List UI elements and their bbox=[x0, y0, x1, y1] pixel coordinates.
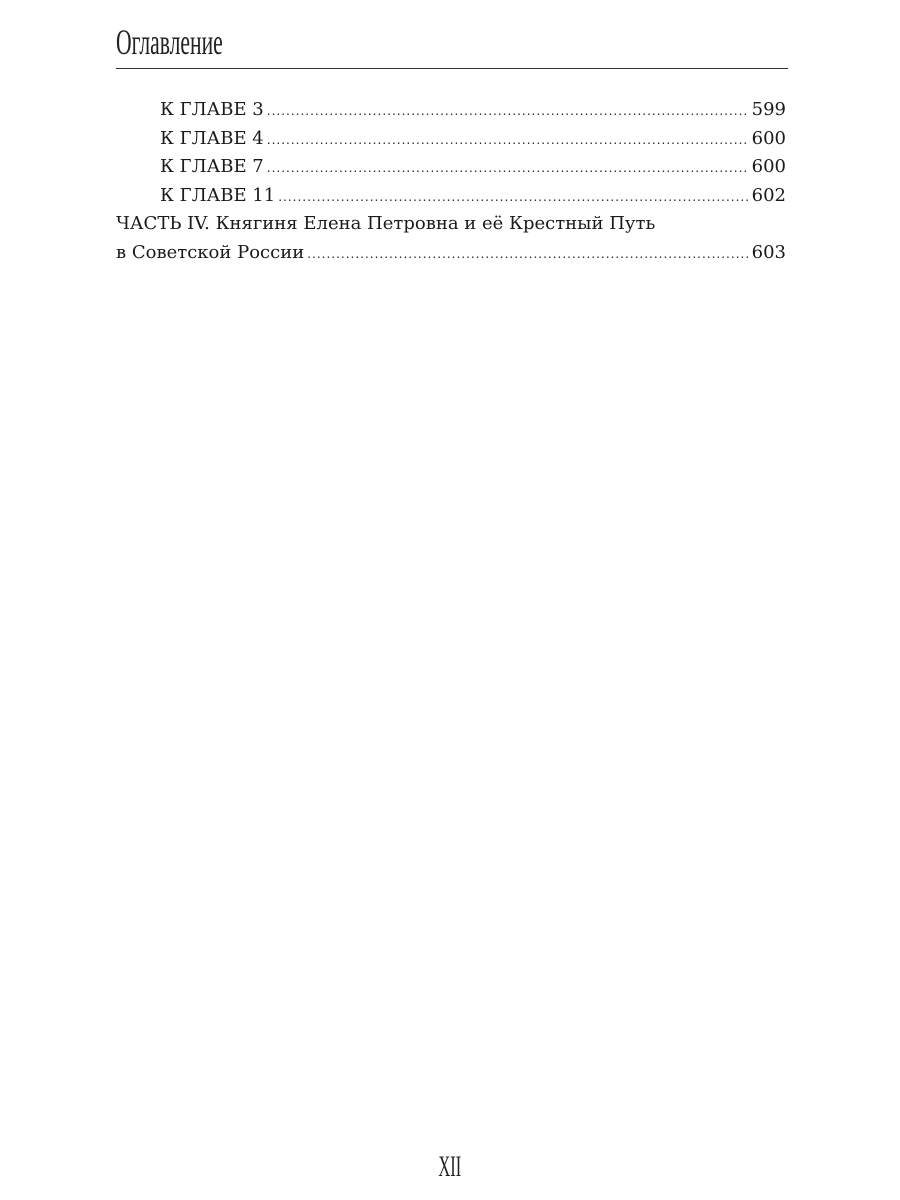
page-number bbox=[0, 1150, 900, 1184]
toc-entry-label: К ГЛАВЕ 7 bbox=[160, 156, 264, 177]
page-header bbox=[116, 18, 788, 69]
toc-entry[interactable] bbox=[116, 182, 786, 211]
dot-leader bbox=[267, 126, 749, 155]
toc-entry-label: К ГЛАВЕ 3 bbox=[160, 99, 264, 120]
page-number-text: XII bbox=[438, 1150, 462, 1183]
toc-part-entry[interactable] bbox=[116, 210, 786, 267]
table-of-contents bbox=[116, 96, 786, 267]
dot-leader bbox=[267, 97, 749, 126]
toc-part-page: 603 bbox=[751, 241, 786, 263]
dot-leader bbox=[307, 240, 748, 269]
toc-entry-page: 599 bbox=[751, 99, 786, 120]
toc-entry[interactable] bbox=[116, 125, 786, 154]
toc-part-title-line1: ЧАСТЬ IV. Княгиня Елена Петровна и её Крестный Путь bbox=[116, 213, 656, 234]
toc-entry-page: 600 bbox=[751, 156, 786, 177]
toc-entry-label: К ГЛАВЕ 11 bbox=[160, 184, 276, 206]
toc-entry-page: 602 bbox=[751, 184, 786, 206]
dot-leader bbox=[278, 183, 748, 212]
toc-entry-page: 600 bbox=[751, 127, 786, 149]
toc-entry-label: К ГЛАВЕ 4 bbox=[160, 127, 264, 149]
dot-leader bbox=[267, 154, 749, 183]
toc-part-title-line2: в Советской России bbox=[116, 241, 305, 263]
toc-part-title-line2-row bbox=[116, 239, 786, 268]
toc-entry[interactable] bbox=[116, 96, 786, 125]
toc-entry[interactable] bbox=[116, 153, 786, 182]
running-head-title: Оглавление bbox=[116, 22, 223, 62]
